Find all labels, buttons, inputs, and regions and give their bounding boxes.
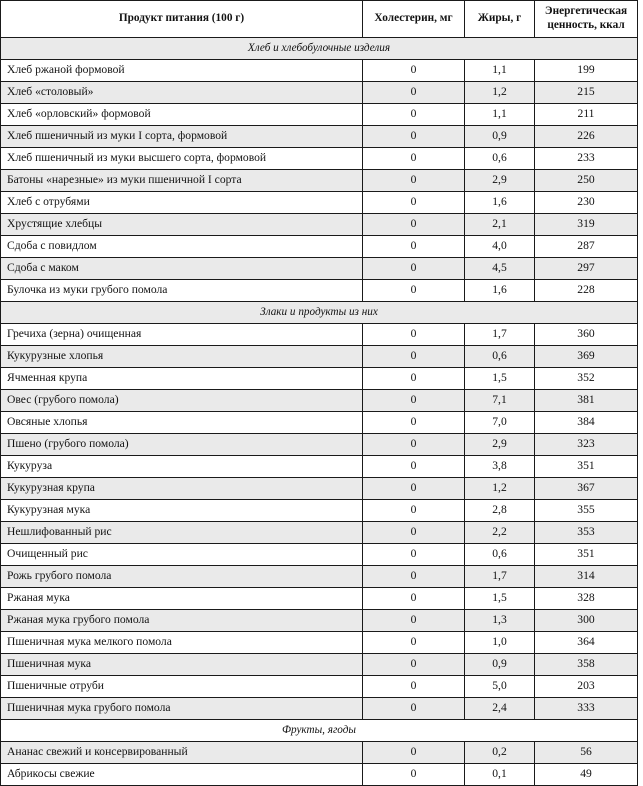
cell-cholesterol: 0 xyxy=(363,235,465,257)
cell-energy: 56 xyxy=(535,741,638,763)
cell-product-name: Сдоба с повидлом xyxy=(1,235,363,257)
table-row xyxy=(1,389,638,411)
cell-energy: 49 xyxy=(535,763,638,785)
cell-fat: 1,1 xyxy=(465,103,535,125)
cell-fat: 0,9 xyxy=(465,125,535,147)
cell-product-name: Булочка из муки грубого помола xyxy=(1,279,363,301)
cell-product-name: Кукурузные хлопья xyxy=(1,345,363,367)
table-row xyxy=(1,499,638,521)
cell-energy: 328 xyxy=(535,587,638,609)
cell-cholesterol: 0 xyxy=(363,631,465,653)
column-header-energy-line2: ценность, ккал xyxy=(547,18,625,31)
cell-cholesterol: 0 xyxy=(363,367,465,389)
cell-cholesterol: 0 xyxy=(363,763,465,785)
table-body xyxy=(1,37,638,785)
table-row xyxy=(1,521,638,543)
cell-cholesterol: 0 xyxy=(363,213,465,235)
section-title: Злаки и продукты из них xyxy=(1,301,638,323)
cell-product-name: Кукурузная крупа xyxy=(1,477,363,499)
cell-fat: 1,2 xyxy=(465,477,535,499)
cell-fat: 0,6 xyxy=(465,345,535,367)
cell-cholesterol: 0 xyxy=(363,411,465,433)
cell-cholesterol: 0 xyxy=(363,741,465,763)
column-header-cholesterol: Холестерин, мг xyxy=(363,1,465,38)
table-row xyxy=(1,675,638,697)
cell-fat: 5,0 xyxy=(465,675,535,697)
table-row xyxy=(1,587,638,609)
table-row xyxy=(1,345,638,367)
cell-product-name: Пшеничные отруби xyxy=(1,675,363,697)
cell-fat: 0,6 xyxy=(465,147,535,169)
cell-product-name: Кукуруза xyxy=(1,455,363,477)
cell-product-name: Абрикосы свежие xyxy=(1,763,363,785)
table-row xyxy=(1,741,638,763)
cell-energy: 358 xyxy=(535,653,638,675)
cell-cholesterol: 0 xyxy=(363,653,465,675)
cell-energy: 381 xyxy=(535,389,638,411)
cell-product-name: Хлеб с отрубями xyxy=(1,191,363,213)
cell-cholesterol: 0 xyxy=(363,609,465,631)
cell-cholesterol: 0 xyxy=(363,565,465,587)
table-row xyxy=(1,191,638,213)
cell-energy: 203 xyxy=(535,675,638,697)
cell-cholesterol: 0 xyxy=(363,477,465,499)
cell-energy: 384 xyxy=(535,411,638,433)
cell-energy: 226 xyxy=(535,125,638,147)
cell-cholesterol: 0 xyxy=(363,499,465,521)
cell-product-name: Хлеб пшеничный из муки I сорта, формовой xyxy=(1,125,363,147)
cell-fat: 1,7 xyxy=(465,323,535,345)
cell-cholesterol: 0 xyxy=(363,257,465,279)
table-row xyxy=(1,103,638,125)
table-row xyxy=(1,697,638,719)
column-header-energy-line1: Энергетическая xyxy=(544,5,628,17)
table-row xyxy=(1,763,638,785)
cell-product-name: Хлеб «орловский» формовой xyxy=(1,103,363,125)
cell-energy: 367 xyxy=(535,477,638,499)
cell-energy: 351 xyxy=(535,455,638,477)
cell-product-name: Нешлифованный рис xyxy=(1,521,363,543)
cell-product-name: Ржаная мука грубого помола xyxy=(1,609,363,631)
table-row xyxy=(1,411,638,433)
cell-cholesterol: 0 xyxy=(363,323,465,345)
cell-fat: 3,8 xyxy=(465,455,535,477)
cell-cholesterol: 0 xyxy=(363,103,465,125)
section-title: Хлеб и хлебобулочные изделия xyxy=(1,37,638,59)
table-row xyxy=(1,59,638,81)
cell-fat: 0,2 xyxy=(465,741,535,763)
cell-product-name: Овсяные хлопья xyxy=(1,411,363,433)
cell-fat: 2,4 xyxy=(465,697,535,719)
cell-cholesterol: 0 xyxy=(363,587,465,609)
cell-fat: 1,2 xyxy=(465,81,535,103)
table-row xyxy=(1,477,638,499)
cell-fat: 7,0 xyxy=(465,411,535,433)
cell-cholesterol: 0 xyxy=(363,455,465,477)
cell-cholesterol: 0 xyxy=(363,81,465,103)
cell-product-name: Ржаная мука xyxy=(1,587,363,609)
table-row xyxy=(1,169,638,191)
cell-energy: 233 xyxy=(535,147,638,169)
table-row xyxy=(1,455,638,477)
cell-product-name: Хлеб ржаной формовой xyxy=(1,59,363,81)
table-row xyxy=(1,543,638,565)
table-row xyxy=(1,213,638,235)
table-row xyxy=(1,323,638,345)
table-header xyxy=(1,1,638,38)
cell-fat: 2,9 xyxy=(465,433,535,455)
table-header-row xyxy=(1,1,638,38)
cell-cholesterol: 0 xyxy=(363,543,465,565)
cell-fat: 1,6 xyxy=(465,191,535,213)
cell-energy: 297 xyxy=(535,257,638,279)
cell-product-name: Ананас свежий и консервированный xyxy=(1,741,363,763)
cell-cholesterol: 0 xyxy=(363,59,465,81)
cell-product-name: Кукурузная мука xyxy=(1,499,363,521)
section-title: Фрукты, ягоды xyxy=(1,719,638,741)
cell-fat: 2,8 xyxy=(465,499,535,521)
cell-fat: 0,6 xyxy=(465,543,535,565)
cell-product-name: Хлеб пшеничный из муки высшего сорта, формовой xyxy=(1,147,363,169)
cell-cholesterol: 0 xyxy=(363,279,465,301)
cell-cholesterol: 0 xyxy=(363,147,465,169)
cell-product-name: Пшеничная мука xyxy=(1,653,363,675)
cell-energy: 319 xyxy=(535,213,638,235)
cell-product-name: Рожь грубого помола xyxy=(1,565,363,587)
cell-product-name: Гречиха (зерна) очищенная xyxy=(1,323,363,345)
cell-fat: 7,1 xyxy=(465,389,535,411)
table-row xyxy=(1,653,638,675)
cell-fat: 2,1 xyxy=(465,213,535,235)
cell-fat: 1,5 xyxy=(465,367,535,389)
cell-cholesterol: 0 xyxy=(363,191,465,213)
cell-energy: 228 xyxy=(535,279,638,301)
section-header-row xyxy=(1,37,638,59)
cell-energy: 230 xyxy=(535,191,638,213)
cell-product-name: Хрустящие хлебцы xyxy=(1,213,363,235)
cell-product-name: Пшеничная мука мелкого помола xyxy=(1,631,363,653)
cell-energy: 300 xyxy=(535,609,638,631)
table-row xyxy=(1,631,638,653)
cell-cholesterol: 0 xyxy=(363,521,465,543)
cell-cholesterol: 0 xyxy=(363,697,465,719)
cell-energy: 355 xyxy=(535,499,638,521)
cell-energy: 287 xyxy=(535,235,638,257)
table-row xyxy=(1,235,638,257)
cell-fat: 2,2 xyxy=(465,521,535,543)
table-row xyxy=(1,609,638,631)
cell-energy: 211 xyxy=(535,103,638,125)
cell-cholesterol: 0 xyxy=(363,169,465,191)
cell-energy: 333 xyxy=(535,697,638,719)
section-header-row xyxy=(1,301,638,323)
cell-energy: 352 xyxy=(535,367,638,389)
cell-fat: 2,9 xyxy=(465,169,535,191)
table-row xyxy=(1,565,638,587)
cell-fat: 4,5 xyxy=(465,257,535,279)
cell-energy: 215 xyxy=(535,81,638,103)
table-row xyxy=(1,147,638,169)
cell-product-name: Пшено (грубого помола) xyxy=(1,433,363,455)
cell-product-name: Овес (грубого помола) xyxy=(1,389,363,411)
cell-cholesterol: 0 xyxy=(363,125,465,147)
table-row xyxy=(1,81,638,103)
cell-cholesterol: 0 xyxy=(363,389,465,411)
cell-product-name: Батоны «нарезные» из муки пшеничной I сорта xyxy=(1,169,363,191)
cell-energy: 353 xyxy=(535,521,638,543)
cell-cholesterol: 0 xyxy=(363,433,465,455)
table-row xyxy=(1,367,638,389)
cell-energy: 351 xyxy=(535,543,638,565)
cell-cholesterol: 0 xyxy=(363,345,465,367)
section-header-row xyxy=(1,719,638,741)
cell-product-name: Сдоба с маком xyxy=(1,257,363,279)
cell-fat: 0,9 xyxy=(465,653,535,675)
cell-fat: 0,1 xyxy=(465,763,535,785)
table-row xyxy=(1,125,638,147)
table-row xyxy=(1,279,638,301)
cell-fat: 1,0 xyxy=(465,631,535,653)
cell-cholesterol: 0 xyxy=(363,675,465,697)
cell-fat: 1,6 xyxy=(465,279,535,301)
cell-fat: 1,3 xyxy=(465,609,535,631)
cell-energy: 360 xyxy=(535,323,638,345)
cell-product-name: Ячменная крупа xyxy=(1,367,363,389)
cell-energy: 250 xyxy=(535,169,638,191)
cell-product-name: Пшеничная мука грубого помола xyxy=(1,697,363,719)
cell-product-name: Хлеб «столовый» xyxy=(1,81,363,103)
cell-fat: 1,5 xyxy=(465,587,535,609)
cell-fat: 4,0 xyxy=(465,235,535,257)
table-row xyxy=(1,257,638,279)
cell-energy: 199 xyxy=(535,59,638,81)
column-header-energy xyxy=(535,1,638,38)
column-header-product: Продукт питания (100 г) xyxy=(1,1,363,38)
cell-fat: 1,1 xyxy=(465,59,535,81)
cell-fat: 1,7 xyxy=(465,565,535,587)
table-row xyxy=(1,433,638,455)
cell-product-name: Очищенный рис xyxy=(1,543,363,565)
cell-energy: 323 xyxy=(535,433,638,455)
cell-energy: 369 xyxy=(535,345,638,367)
cell-energy: 364 xyxy=(535,631,638,653)
column-header-fat: Жиры, г xyxy=(465,1,535,38)
cell-energy: 314 xyxy=(535,565,638,587)
